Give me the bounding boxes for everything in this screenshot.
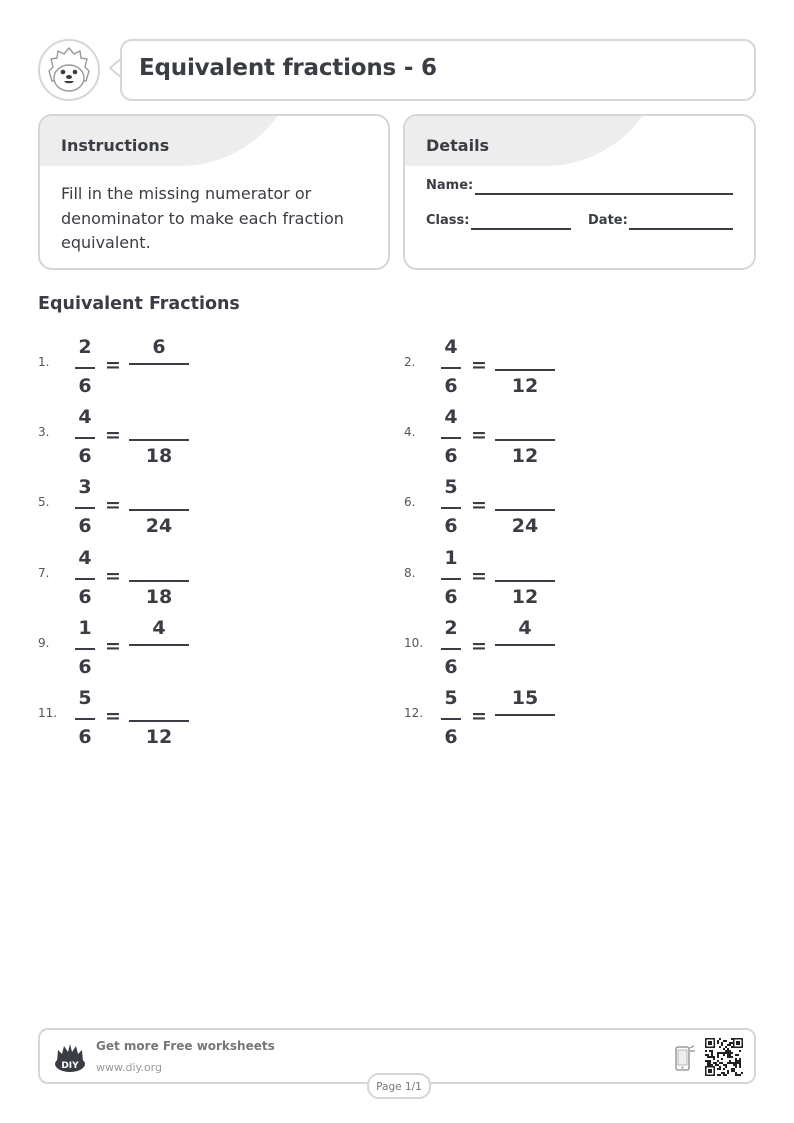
given-numerator: 4 [444,336,458,358]
fraction-bar [75,578,95,580]
problem-item [404,544,744,614]
problem-number: 10. [404,636,424,650]
footer-website-link[interactable]: www.diy.org [96,1061,162,1074]
instructions-text: Fill in the missing numerator or denominator to make each fraction equivalent. [61,184,344,252]
answer-line[interactable] [495,509,555,511]
page-title: Equivalent fractions - 6 [139,55,437,81]
instructions-heading: Instructions [61,136,170,155]
problem-item [404,333,744,403]
problem-item [38,614,378,684]
problem-number: 3. [38,425,50,439]
given-denominator: 6 [78,375,92,397]
problem-number: 11. [38,706,58,720]
fraction-bar [441,437,461,439]
answer-line[interactable] [129,439,189,441]
equals-sign: = [105,354,121,376]
given-numerator: 4 [78,406,92,428]
problem-item [404,684,744,754]
answer-denominator: 12 [145,726,173,748]
name-label: Name: [426,178,474,193]
equals-sign: = [105,424,121,446]
answer-numerator: 15 [511,687,539,709]
given-numerator: 4 [444,406,458,428]
diy-logo-icon [53,1040,87,1074]
given-denominator: 6 [444,375,458,397]
equals-sign: = [105,635,121,657]
given-numerator: 2 [444,617,458,639]
mascot-icon [38,39,100,101]
name-field[interactable] [475,193,733,195]
fraction-bar [441,367,461,369]
answer-numerator: 4 [152,617,166,639]
fraction-bar [441,718,461,720]
given-denominator: 6 [78,656,92,678]
problem-item [38,684,378,754]
given-denominator: 6 [78,445,92,467]
answer-denominator: 24 [511,515,539,537]
fraction-bar [75,718,95,720]
given-denominator: 6 [78,515,92,537]
problem-number: 2. [404,355,416,369]
answer-denominator: 12 [511,445,539,467]
problem-number: 7. [38,566,50,580]
answer-numerator: 6 [152,336,166,358]
equals-sign: = [105,565,121,587]
footer-promo-text: Get more Free worksheets [96,1039,275,1053]
given-denominator: 6 [444,445,458,467]
problem-item [404,473,744,543]
given-denominator: 6 [444,515,458,537]
equals-sign: = [105,705,121,727]
given-denominator: 6 [444,656,458,678]
given-numerator: 3 [78,476,92,498]
answer-line[interactable] [129,363,189,365]
answer-denominator: 24 [145,515,173,537]
answer-line[interactable] [129,720,189,722]
problem-item [404,614,744,684]
page-indicator [367,1073,431,1099]
answer-denominator: 12 [511,586,539,608]
problem-item [404,403,744,473]
given-denominator: 6 [78,586,92,608]
answer-denominator: 18 [145,445,173,467]
problem-item [38,403,378,473]
title-box [120,39,756,101]
fraction-bar [75,437,95,439]
problem-number: 1. [38,355,50,369]
date-field[interactable] [629,228,733,230]
equals-sign: = [471,424,487,446]
given-numerator: 5 [444,476,458,498]
fraction-bar [441,507,461,509]
equals-sign: = [471,565,487,587]
details-heading: Details [426,136,490,155]
fraction-bar [441,648,461,650]
fraction-bar [75,507,95,509]
given-numerator: 4 [78,547,92,569]
problem-number: 4. [404,425,416,439]
equals-sign: = [471,494,487,516]
answer-line[interactable] [129,509,189,511]
class-field[interactable] [471,228,571,230]
diy-logo-text: DIY [61,1061,79,1071]
class-label: Class: [426,213,470,228]
equals-sign: = [105,494,121,516]
date-label: Date: [588,213,628,228]
section-title: Equivalent Fractions [38,294,240,314]
given-denominator: 6 [444,726,458,748]
answer-denominator: 18 [145,586,173,608]
fraction-bar [75,648,95,650]
problem-item [38,333,378,403]
problem-item [38,473,378,543]
answer-line[interactable] [129,644,189,646]
page-number: Page 1/1 [376,1081,422,1093]
fraction-bar [75,367,95,369]
answer-line[interactable] [495,580,555,582]
given-denominator: 6 [444,586,458,608]
given-numerator: 1 [78,617,92,639]
given-numerator: 2 [78,336,92,358]
equals-sign: = [471,635,487,657]
given-denominator: 6 [78,726,92,748]
problem-number: 12. [404,706,424,720]
given-numerator: 5 [444,687,458,709]
fraction-bar [441,578,461,580]
qr-code-icon[interactable] [705,1038,743,1076]
answer-line[interactable] [495,644,555,646]
answer-line[interactable] [495,714,555,716]
problem-number: 8. [404,566,416,580]
answer-numerator: 4 [518,617,532,639]
equals-sign: = [471,354,487,376]
answer-line[interactable] [129,580,189,582]
answer-denominator: 12 [511,375,539,397]
answer-line[interactable] [495,439,555,441]
given-numerator: 5 [78,687,92,709]
problem-number: 6. [404,495,416,509]
details-panel [403,114,756,270]
given-numerator: 1 [444,547,458,569]
problem-number: 9. [38,636,50,650]
instructions-panel [38,114,390,270]
problem-item [38,544,378,614]
equals-sign: = [471,705,487,727]
phone-icon [674,1044,696,1072]
problem-number: 5. [38,495,50,509]
answer-line[interactable] [495,369,555,371]
